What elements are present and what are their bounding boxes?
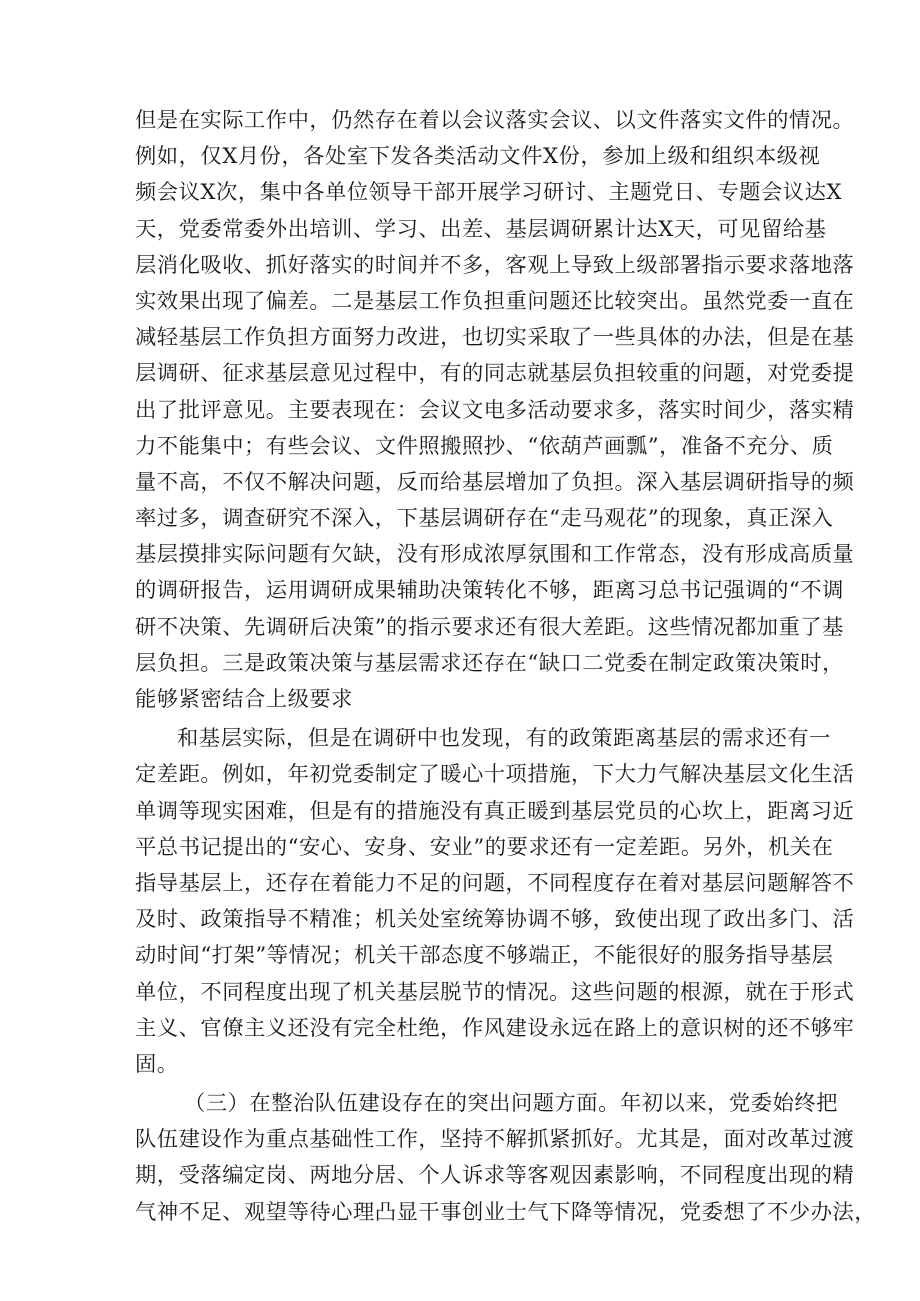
text-line: 出了批评意见。主要表现在：会议文电多活动要求多，落实时间少，落实精 [135, 397, 855, 423]
text-line: 量不高，不仅不解决问题，反而给基层增加了负担。深入基层调研指导的频 [135, 469, 855, 495]
text-line: 层负担。三是政策决策与基层需求还存在“缺口二党委在制定政策决策时， [135, 650, 844, 676]
text-line: 单调等现实困难，但是有的措施没有真正暖到基层党员的心坎上，距离习近 [135, 798, 855, 824]
document-page [135, 103, 877, 1231]
text-line: 但是在实际工作中，仍然存在着以会议落实会议、以文件落实文件的情况。 [135, 108, 855, 133]
text-line: 单位，不同程度出现了机关基层脱节的情况。这些问题的根源，就在于形式 [135, 979, 855, 1005]
text-line: 动时间“打架”等情况；机关干部态度不够端正，不能很好的服务指导基层 [135, 943, 834, 969]
paragraph-2 [135, 721, 855, 1083]
text-line: 减轻基层工作负担方面努力改进，也切实采取了一些具体的办法，但是在基 [135, 325, 855, 351]
text-line: 例如，仅X月份，各处室下发各类活动文件X份，参加上级和组织本级视 [135, 144, 821, 170]
section-heading-line: （三）在整治队伍建设存在的突出问题方面。年初以来，党委始终把 [184, 1091, 838, 1117]
text-line: 研不决策、先调研后决策”的指示要求还有很大差距。这些情况都加重了基 [135, 614, 844, 640]
text-line: 基层摸排实际问题有欠缺，没有形成浓厚氛围和工作常态，没有形成高质量 [135, 542, 855, 568]
text-line: 的调研报告，运用调研成果辅助决策转化不够，距离习总书记强调的“不调 [135, 578, 844, 604]
text-line: 平总书记提出的“安心、安身、安业”的要求还有一定差距。另外，机关在 [135, 834, 834, 860]
text-line: 率过多，调查研究不深入，下基层调研存在“走马观花”的现象，真正深入 [135, 506, 834, 532]
text-line: 指导基层上，还存在着能力不足的问题，不同程度存在着对基层问题解答不 [135, 870, 855, 896]
text-line: 及时、政策指导不精准；机关处室统筹协调不够，致使出现了政出多门、活 [135, 907, 855, 933]
text-line: 力不能集中；有些会议、文件照搬照抄、“依葫芦画瓢”，准备不充分、质 [135, 433, 834, 459]
text-line: 层调研、征求基层意见过程中，有的同志就基层负担较重的问题，对党委提 [135, 361, 855, 387]
text-line: 队伍建设作为重点基础性工作，坚持不解抓紧抓好。尤其是，面对改革过渡 [135, 1127, 855, 1153]
text-line: 气神不足、观望等待心理凸显干事创业士气下降等情况，党委想了不少办法， [135, 1199, 877, 1225]
text-line: 实效果出现了偏差。二是基层工作负担重问题还比较突出。虽然党委一直在 [135, 288, 855, 314]
text-line: 能够紧密结合上级要求 [135, 687, 353, 712]
text-line: 天，党委常委外出培训、学习、出差、基层调研累计达X天，可见留给基 [135, 216, 827, 242]
text-line: 期，受落编定岗、两地分居、个人诉求等客观因素影响，不同程度出现的精 [135, 1163, 855, 1189]
text-line: 定差距。例如，年初党委制定了暖心十项措施，下大力气解决基层文化生活 [135, 762, 855, 788]
text-line: 固。 [135, 1051, 179, 1077]
text-line: 主义、官僚主义还没有完全杜绝，作风建设永远在路上的意识树的还不够牢 [135, 1015, 855, 1041]
text-line: 层消化吸收、抓好落实的时间并不多，客观上导致上级部署指示要求落地落 [135, 252, 855, 278]
paragraph-3 [135, 1086, 877, 1231]
paragraph-1 [135, 103, 855, 718]
text-line: 和基层实际，但是在调研中也发现，有的政策距离基层的需求还有一 [177, 726, 831, 752]
text-line: 频会议X次，集中各单位领导干部开展学习研讨、主题党日、专题会议达X [135, 180, 843, 206]
